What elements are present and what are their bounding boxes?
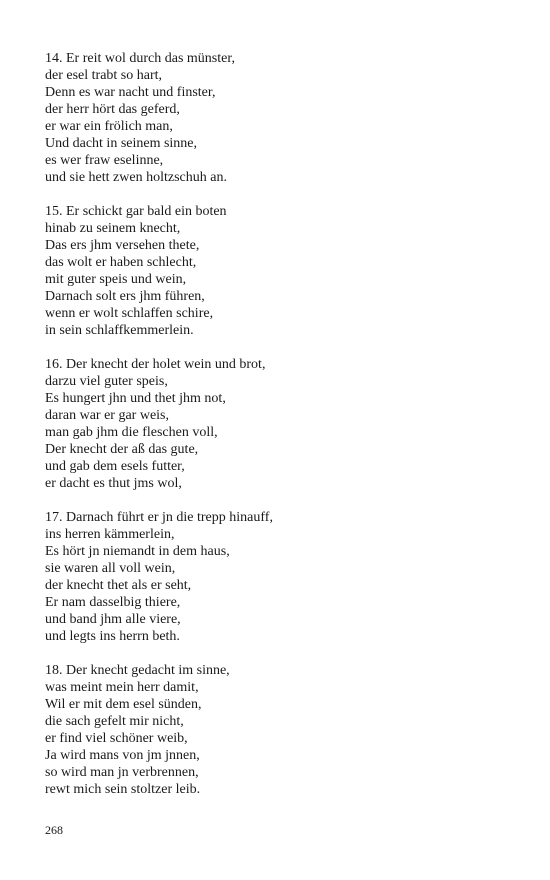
verse-line: er war ein frölich man, [45, 119, 173, 134]
verse-line: wenn er wolt schlaffen schire, [45, 306, 214, 321]
stanza-16 [45, 356, 525, 492]
verse-line: der knecht thet als er seht, [45, 578, 192, 593]
verse-line: Und dacht in seinem sinne, [45, 136, 198, 151]
verse-line: Wil er mit dem esel sünden, [45, 697, 202, 712]
verse-line: und band jhm alle viere, [45, 612, 181, 627]
stanza-18 [45, 662, 525, 798]
verse-line: was meint mein herr damit, [45, 680, 199, 695]
verse-line: er dacht es thut jms wol, [45, 476, 182, 491]
verse-line: Er nam dasselbig thiere, [45, 595, 181, 610]
verse-line: mit guter speis und wein, [45, 272, 187, 287]
stanza-14 [45, 50, 525, 186]
verse-line: sie waren all voll wein, [45, 561, 176, 576]
verse-line: ins herren kämmerlein, [45, 527, 175, 542]
verse-line: Darnach solt ers jhm führen, [45, 289, 205, 304]
page-number: 268 [45, 823, 63, 837]
verse-line: und sie hett zwen holtzschuh an. [45, 170, 227, 185]
verse-line: die sach gefelt mir nicht, [45, 714, 184, 729]
verse-line: Es hört jn niemandt in dem haus, [45, 544, 230, 559]
verse-line: der esel trabt so hart, [45, 68, 163, 83]
verse-line: das wolt er haben schlecht, [45, 255, 197, 270]
stanza-17 [45, 509, 525, 645]
verse-line: Denn es war nacht und finster, [45, 85, 216, 100]
verse-line: hinab zu seinem knecht, [45, 221, 181, 236]
poem-text [45, 50, 525, 815]
verse-line: er find viel schöner weib, [45, 731, 188, 746]
verse-line: man gab jhm die fleschen voll, [45, 425, 218, 440]
verse-line: daran war er gar weis, [45, 408, 169, 423]
verse-line: 14. Er reit wol durch das münster, [45, 51, 235, 66]
verse-line: und legts ins herrn beth. [45, 629, 180, 644]
verse-line: der herr hört das geferd, [45, 102, 180, 117]
verse-line: Ja wird mans von jm jnnen, [45, 748, 200, 763]
verse-line: es wer fraw eselinne, [45, 153, 164, 168]
verse-line: in sein schlaffkemmerlein. [45, 323, 194, 338]
stanza-15 [45, 203, 525, 339]
verse-line: 17. Darnach führt er jn die trepp hinauff, [45, 510, 273, 525]
verse-line: darzu viel guter speis, [45, 374, 168, 389]
verse-line: und gab dem esels futter, [45, 459, 185, 474]
verse-line: rewt mich sein stoltzer leib. [45, 782, 201, 797]
verse-line: 16. Der knecht der holet wein und brot, [45, 357, 266, 372]
verse-line: Das ers jhm versehen thete, [45, 238, 200, 253]
verse-line: 15. Er schickt gar bald ein boten [45, 204, 227, 219]
verse-line: 18. Der knecht gedacht im sinne, [45, 663, 230, 678]
verse-line: so wird man jn verbrennen, [45, 765, 199, 780]
verse-line: Es hungert jhn und thet jhm not, [45, 391, 226, 406]
verse-line: Der knecht der aß das gute, [45, 442, 199, 457]
